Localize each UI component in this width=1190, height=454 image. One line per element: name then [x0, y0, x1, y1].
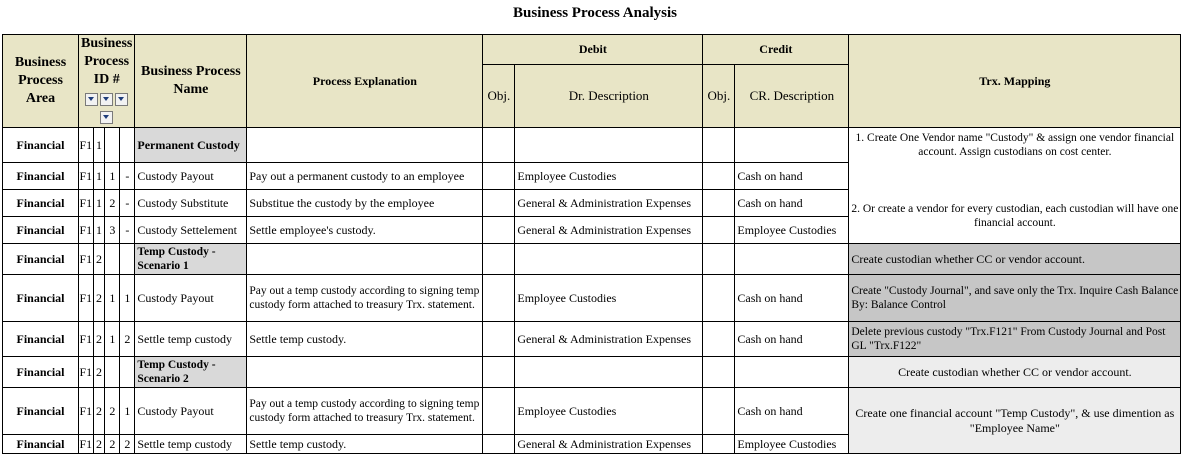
cell-id: 2 [93, 435, 105, 454]
cell-dr-description: General & Administration Expenses [515, 322, 703, 357]
cell-dr-obj [483, 217, 515, 244]
filter-dropdown-icon[interactable] [85, 93, 98, 106]
cell-explanation: Settle temp custody. [247, 322, 483, 357]
cell-id: 2 [93, 388, 105, 435]
cell-id [105, 357, 120, 388]
cell-cr-description: Cash on hand [735, 275, 849, 322]
header-name: Business Process Name [135, 35, 247, 128]
cell-area: Financial [3, 163, 79, 190]
cell-id: F1 [79, 322, 94, 357]
cell-cr-obj [703, 190, 735, 217]
cell-cr-obj [703, 275, 735, 322]
cell-explanation [247, 357, 483, 388]
cell-dr-description: Employee Custodies [515, 388, 703, 435]
cell-dr-obj [483, 275, 515, 322]
cell-cr-description [735, 244, 849, 275]
cell-process-name: Custody Settelement [135, 217, 247, 244]
cell-cr-obj [703, 435, 735, 454]
cell-mapping: Create one financial account "Temp Custody", & use dimention as "Employee Name" [849, 388, 1181, 454]
cell-explanation [247, 244, 483, 275]
cell-explanation: Settle employee's custody. [247, 217, 483, 244]
cell-id: 3 [105, 217, 120, 244]
cell-process-name: Temp Custody - Scenario 2 [135, 357, 247, 388]
cell-mapping: Delete previous custody "Trx.F121" From Custody Journal and Post GL "Trx.F122" [849, 322, 1181, 357]
header-mapping: Trx. Mapping [849, 35, 1181, 128]
cell-id [120, 128, 135, 163]
cell-area: Financial [3, 388, 79, 435]
cell-mapping: Create "Custody Journal", and save only the Trx. Inquire Cash Balance By: Balance Control [849, 275, 1181, 322]
cell-explanation: Settle temp custody. [247, 435, 483, 454]
table-row [3, 128, 1181, 163]
cell-dr-description: General & Administration Expenses [515, 190, 703, 217]
cell-id: F1 [79, 217, 94, 244]
cell-process-name: Custody Payout [135, 388, 247, 435]
cell-dr-description [515, 357, 703, 388]
process-table [2, 34, 1181, 454]
header-id [79, 35, 135, 128]
cell-id: 1 [93, 128, 105, 163]
cell-area: Financial [3, 275, 79, 322]
cell-id: 2 [93, 322, 105, 357]
cell-cr-description [735, 357, 849, 388]
header-credit: Credit [703, 35, 849, 65]
header-cr-description: CR. Description [735, 65, 849, 128]
cell-explanation: Pay out a temp custody according to signing temp custody form attached to treasury Trx. statement. [247, 388, 483, 435]
cell-cr-description: Cash on hand [735, 190, 849, 217]
page-title: Business Process Analysis [513, 5, 677, 21]
cell-cr-description: Employee Custodies [735, 435, 849, 454]
cell-cr-description: Cash on hand [735, 322, 849, 357]
cell-dr-description [515, 244, 703, 275]
cell-dr-description: Employee Custodies [515, 275, 703, 322]
cell-process-name: Custody Payout [135, 275, 247, 322]
cell-id: 2 [93, 244, 105, 275]
cell-dr-obj [483, 163, 515, 190]
cell-cr-obj [703, 388, 735, 435]
cell-cr-obj [703, 244, 735, 275]
cell-cr-obj [703, 163, 735, 190]
cell-mapping: 2. Or create a vendor for every custodian, each custodian will have one financial account. [849, 190, 1181, 244]
cell-process-name: Settle temp custody [135, 322, 247, 357]
cell-id: F1 [79, 163, 94, 190]
cell-process-name: Temp Custody - Scenario 1 [135, 244, 247, 275]
cell-id: F1 [79, 244, 94, 275]
header-explanation: Process Explanation [247, 35, 483, 128]
cell-id [120, 244, 135, 275]
table-row [3, 357, 1181, 388]
header-debit-obj: Obj. [483, 65, 515, 128]
cell-dr-description: Employee Custodies [515, 163, 703, 190]
cell-id: F1 [79, 388, 94, 435]
cell-id: 1 [120, 275, 135, 322]
table-row [3, 244, 1181, 275]
cell-id: F1 [79, 128, 94, 163]
cell-area: Financial [3, 128, 79, 163]
cell-id: - [120, 190, 135, 217]
cell-id: F1 [79, 435, 94, 454]
cell-id: 2 [105, 190, 120, 217]
cell-cr-description: Cash on hand [735, 388, 849, 435]
cell-id: 2 [93, 357, 105, 388]
cell-id: 1 [93, 163, 105, 190]
filter-dropdown-icon[interactable] [100, 93, 113, 106]
cell-cr-obj [703, 322, 735, 357]
cell-area: Financial [3, 190, 79, 217]
cell-area: Financial [3, 322, 79, 357]
cell-dr-obj [483, 435, 515, 454]
cell-mapping: Create custodian whether CC or vendor account. [849, 357, 1181, 388]
cell-id: - [120, 217, 135, 244]
cell-dr-obj [483, 190, 515, 217]
cell-mapping: 1. Create One Vendor name "Custody" & assign one vendor financial account. Assign custodians on cost center. [849, 128, 1181, 190]
cell-explanation: Pay out a temp custody according to signing temp custody form attached to treasury Trx. statement. [247, 275, 483, 322]
cell-area: Financial [3, 217, 79, 244]
table-row [3, 388, 1181, 435]
cell-id: 2 [120, 435, 135, 454]
cell-dr-obj [483, 244, 515, 275]
cell-id [120, 357, 135, 388]
cell-id: 1 [93, 217, 105, 244]
header-area: Business Process Area [3, 35, 79, 128]
cell-id: 1 [93, 190, 105, 217]
cell-dr-obj [483, 388, 515, 435]
cell-process-name: Custody Substitute [135, 190, 247, 217]
cell-cr-obj [703, 357, 735, 388]
cell-id: 2 [105, 435, 120, 454]
filter-buttons [81, 91, 132, 127]
cell-area: Financial [3, 244, 79, 275]
table-row [3, 322, 1181, 357]
cell-explanation: Substitue the custody by the employee [247, 190, 483, 217]
cell-area: Financial [3, 435, 79, 454]
cell-mapping: Create custodian whether CC or vendor account. [849, 244, 1181, 275]
header-id-label: Business Process ID # [81, 36, 133, 87]
cell-cr-description: Employee Custodies [735, 217, 849, 244]
cell-dr-obj [483, 357, 515, 388]
cell-dr-description: General & Administration Expenses [515, 435, 703, 454]
filter-dropdown-icon[interactable] [100, 111, 113, 124]
cell-process-name: Custody Payout [135, 163, 247, 190]
cell-cr-obj [703, 217, 735, 244]
header-debit: Debit [483, 35, 703, 65]
table-row [3, 275, 1181, 322]
cell-cr-description: Cash on hand [735, 163, 849, 190]
cell-process-name: Permanent Custody [135, 128, 247, 163]
header-credit-obj: Obj. [703, 65, 735, 128]
cell-id: 2 [105, 388, 120, 435]
cell-id: F1 [79, 357, 94, 388]
cell-explanation [247, 128, 483, 163]
cell-id: 1 [105, 163, 120, 190]
filter-dropdown-icon[interactable] [115, 93, 128, 106]
cell-dr-obj [483, 322, 515, 357]
cell-dr-description [515, 128, 703, 163]
cell-id: - [120, 163, 135, 190]
cell-dr-description: General & Administration Expenses [515, 217, 703, 244]
cell-id: F1 [79, 275, 94, 322]
cell-explanation: Pay out a permanent custody to an employee [247, 163, 483, 190]
header-dr-description: Dr. Description [515, 65, 703, 128]
cell-area: Financial [3, 357, 79, 388]
table-row [3, 190, 1181, 217]
cell-id: 1 [105, 322, 120, 357]
cell-dr-obj [483, 128, 515, 163]
cell-id: F1 [79, 190, 94, 217]
cell-cr-obj [703, 128, 735, 163]
cell-cr-description [735, 128, 849, 163]
cell-id [105, 128, 120, 163]
cell-id [105, 244, 120, 275]
cell-id: 2 [93, 275, 105, 322]
cell-process-name: Settle temp custody [135, 435, 247, 454]
cell-id: 1 [120, 388, 135, 435]
cell-id: 2 [120, 322, 135, 357]
cell-id: 1 [105, 275, 120, 322]
